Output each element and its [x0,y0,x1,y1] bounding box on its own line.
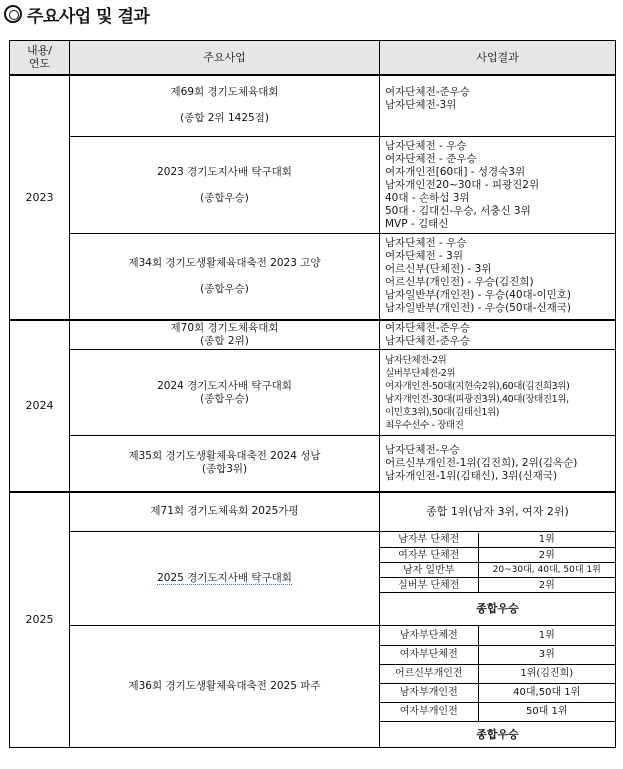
subtable-row [380,645,615,664]
result-line: 어르신부(단체전) - 3위 [385,263,492,276]
result-subtable [380,626,615,747]
header-business: 주요사업 [70,41,380,75]
event-cell [70,234,380,320]
header-year [10,41,70,75]
subtable-row [380,626,615,645]
result-cell [380,75,616,137]
event-cell [70,436,380,492]
header-year-label: 내용/ 연도 [27,44,52,71]
overall-result: 종합우승 [380,721,615,747]
result-line: 남자개인전-1위(김태신), 3위(신재국) [385,469,558,482]
subtable-label: 여자부개인전 [380,702,478,721]
event-name: 제71회 경기도체육회 2025가평 [150,505,299,518]
result-cell [380,137,616,234]
header-result: 사업결과 [380,41,616,75]
table-header-row [10,41,616,75]
result-line: 남자단체전-2위 [385,354,447,366]
result-cell [380,436,616,492]
event-name: 제34회 경기도생활체육대축전 2023 고양 [128,256,321,269]
event-cell [70,137,380,234]
table-row [10,532,616,626]
event-note: (종합우승) [200,282,249,295]
result-line: 여자단체전 - 준우승 [385,152,477,165]
table-row [10,436,616,492]
event-cell [70,320,380,350]
result-line: 여자개인전[60대] - 성경숙3위 [385,165,526,178]
subtable-label: 여자부단체전 [380,645,478,664]
result-line: 40대 - 손하섭 3위 [385,191,470,204]
subtable-value: 3위 [478,645,615,664]
result-line: 남자단체전-우승 [385,443,460,456]
result-subtable-cell [380,532,616,626]
subtable-label: 남자부 단체전 [380,533,478,548]
event-cell [70,626,380,748]
double-circle-icon [4,5,22,23]
year-cell-2024: 2024 [10,320,70,492]
subtable-row [380,578,615,593]
result-line: 남자개인전-30대(피광진3위),40대(장태진1위, [385,393,569,405]
event-note: (종합 2위) [200,334,249,347]
result-line: 남자단체전 - 우승 [385,237,467,250]
event-note: (종합우승) [200,191,249,204]
subtable-row [380,702,615,721]
result-cell: 종합 1위(남자 3위, 여자 2위) [380,492,616,532]
result-cell [380,350,616,436]
result-line: 남자단체전-3위 [385,99,457,112]
result-line: 남자단체전-준우승 [385,334,470,347]
result-line: 남자일반부(개인전) - 우승(50대-신재국) [385,302,572,315]
table-row [10,75,616,137]
event-note: (종합 2위 1425점) [180,112,269,125]
subtable-value: 1위(김진희) [478,664,615,683]
result-line: 50대 - 김대신-우승, 서충신 3위 [385,204,531,217]
event-name: 2023 경기도지사배 탁구대회 [157,165,292,178]
subtable-row [380,664,615,683]
result-line: MVP - 김태신 [385,217,449,230]
event-name [74,572,375,585]
subtable-label: 여자부 단체전 [380,548,478,563]
event-cell [70,492,380,532]
subtable-row [380,721,615,747]
event-cell [70,75,380,137]
subtable-row [380,533,615,548]
subtable-row [380,563,615,578]
event-cell [70,532,380,626]
table-row [10,234,616,320]
result-line: 최우수선수 - 장태진 [385,419,464,431]
subtable-label: 남자 일반부 [380,563,478,578]
result-line: 이민호3위),50대(김태신1위) [385,406,500,418]
overall-result: 종합우승 [380,593,615,625]
event-name: 제69회 경기도체육대회 [170,86,279,99]
table-row [10,350,616,436]
subtable-value: 1위 [478,533,615,548]
event-name: 2024 경기도지사배 탁구대회 [157,379,292,392]
result-line: 여자단체전-준우승 [385,321,470,334]
section-heading [4,3,149,25]
result-line: 남자일반부(개인전) - 우승(40대-이민호) [385,289,572,302]
result-cell [380,234,616,320]
subtable-value: 20~30대, 40대, 50대 1위 [478,563,615,578]
result-line: 여자개인전-50대(지현숙2위),60대(김진희3위) [385,380,570,392]
result-line: 실버부단체전-2위 [385,367,456,379]
event-name: 제36회 경기도생활체육대축전 2025 파주 [128,680,321,692]
event-name-text: 2025 경기도지사배 탁구대회 [157,572,292,584]
subtable-value: 2위 [478,578,615,593]
result-line: 남자개인전20~30대 - 피광진2위 [385,178,540,191]
event-note: (종합3위) [201,463,248,476]
event-name: 제35회 경기도생활체육대축전 2024 성남 [128,450,321,463]
table-row [10,626,616,748]
subtable-row [380,548,615,563]
subtable-label: 실버부 단체전 [380,578,478,593]
table-row [10,137,616,234]
result-line: 남자단체전 - 우승 [385,139,467,152]
subtable-label: 남자부개인전 [380,683,478,702]
subtable-row [380,683,615,702]
result-subtable [380,533,615,625]
result-line: 여자단체전 - 3위 [385,250,464,263]
result-cell [380,320,616,350]
subtable-label: 남자부단체전 [380,626,478,645]
event-note: (종합우승) [200,392,249,405]
subtable-value: 50대 1위 [478,702,615,721]
subtable-row [380,593,615,625]
subtable-value: 40대,50대 1위 [478,683,615,702]
subtable-label: 어르신부개인전 [380,664,478,683]
subtable-value: 2위 [478,548,615,563]
event-name: 제70회 경기도체육대회 [170,321,279,334]
result-subtable-cell [380,626,616,748]
subtable-value: 1위 [478,626,615,645]
result-line: 어르신부개인전-1위(김진희), 2위(김옥순) [385,456,578,469]
results-table [9,40,616,748]
result-line: 어르신부(개인전) - 우승(김진희) [385,276,534,289]
year-cell-2023: 2023 [10,75,70,320]
year-cell-2025: 2025 [10,492,70,748]
section-title: 주요사업 및 결과 [27,6,150,27]
table-row [10,492,616,532]
table-row [10,320,616,350]
result-line: 여자단체전-준우승 [385,86,470,99]
event-cell [70,350,380,436]
